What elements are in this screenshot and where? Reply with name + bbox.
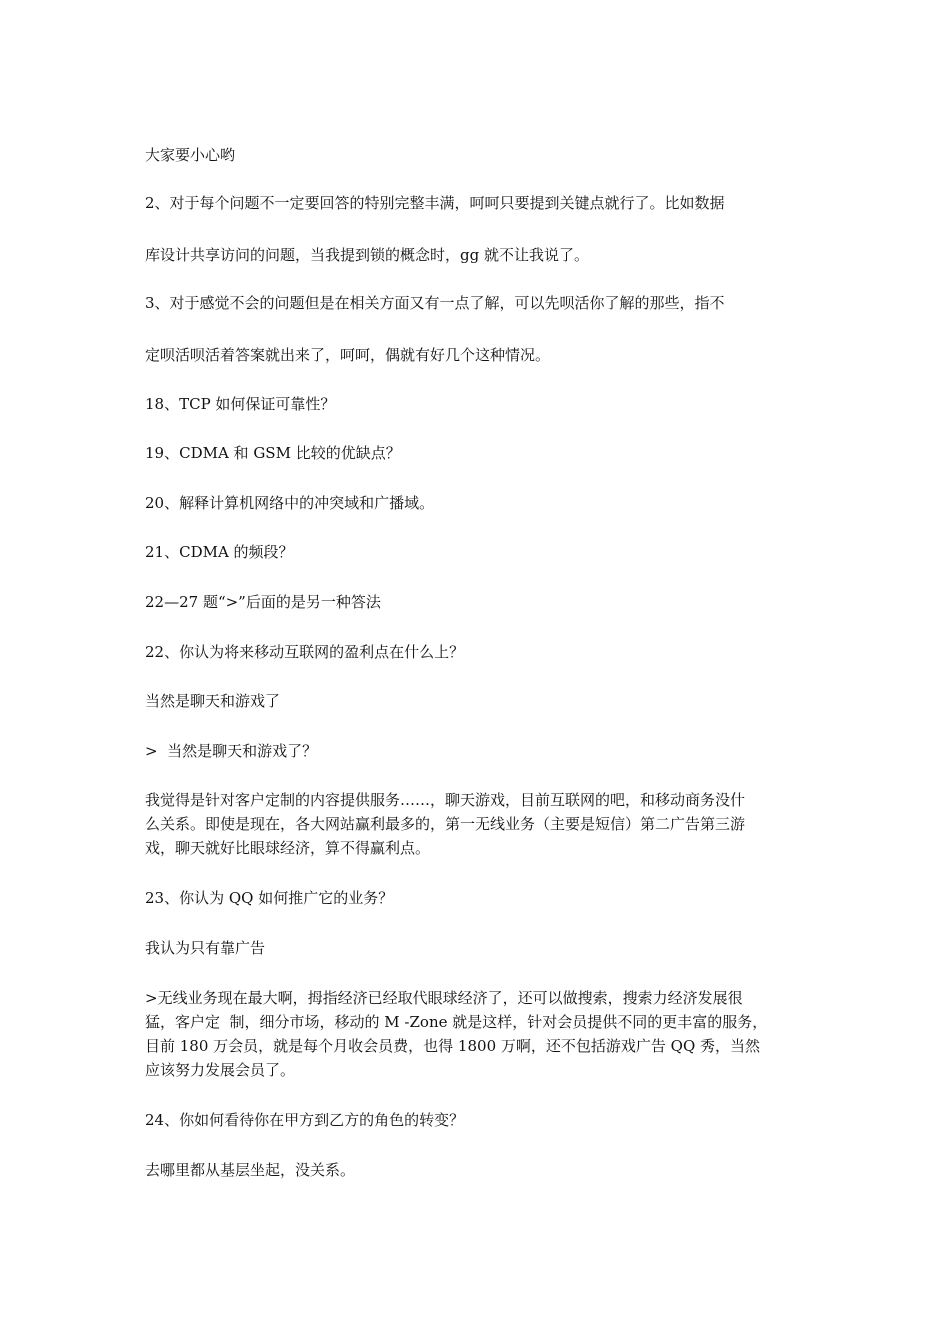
answer-note: 22—27 题“>”后面的是另一种答法 (145, 593, 381, 611)
answer-22-detail-line-1: 我觉得是针对客户定制的内容提供服务……，聊天游戏，目前互联网的吧，和移动商务没什 (145, 791, 746, 809)
text-line: 2、对于每个问题不一定要回答的特别完整丰满，呵呵只要提到关键点就行了。比如数据 (145, 194, 725, 212)
answer-22-alt: > 当然是聊天和游戏了？ (145, 742, 318, 760)
answer-22: 当然是聊天和游戏了 (145, 692, 281, 710)
answer-22-detail-line-2: 么关系。即使是现在，各大网站赢利最多的，第一无线业务（主要是短信）第二广告第三游 (145, 815, 746, 833)
question-23: 23、你认为 QQ 如何推广它的业务？ (145, 889, 394, 907)
question-20: 20、解释计算机网络中的冲突域和广播域。 (145, 494, 435, 512)
answer-23-alt-line-3: 目前 180 万会员，就是每个月收会员费，也得 1800 万啊，还不包括游戏广告 QQ 秀，当然 (145, 1037, 761, 1055)
answer-23-alt-line-2: 猛，客户定 制，细分市场，移动的 M -Zone 就是这样，针对会员提供不同的更丰富的服务， (145, 1013, 768, 1031)
answer-23-alt-line-4: 应该努力发展会员了。 (145, 1061, 296, 1079)
answer-23-alt-line-1: >无线业务现在最大啊，拇指经济已经取代眼球经济了，还可以做搜索，搜索力经济发展很 (145, 989, 743, 1007)
question-21: 21、CDMA 的频段？ (145, 543, 294, 561)
answer-23: 我认为只有靠广告 (145, 939, 266, 957)
text-line: 3、对于感觉不会的问题但是在相关方面又有一点了解，可以先呗活你了解的那些，指不 (145, 294, 725, 312)
text-line: 定呗活呗活着答案就出来了，呵呵，偶就有好几个这种情况。 (145, 346, 551, 364)
question-18: 18、TCP 如何保证可靠性？ (145, 395, 336, 413)
answer-24: 去哪里都从基层坐起，没关系。 (145, 1161, 356, 1179)
text-line: 大家要小心哟 (145, 146, 236, 164)
answer-22-detail-line-3: 戏，聊天就好比眼球经济，算不得赢利点。 (145, 839, 431, 857)
text-line: 库设计共享访问的问题，当我提到锁的概念时，gg 就不让我说了。 (145, 246, 589, 264)
question-19: 19、CDMA 和 GSM 比较的优缺点？ (145, 444, 401, 462)
question-22: 22、你认为将来移动互联网的盈利点在什么上？ (145, 643, 465, 661)
question-24: 24、你如何看待你在甲方到乙方的角色的转变？ (145, 1111, 465, 1129)
